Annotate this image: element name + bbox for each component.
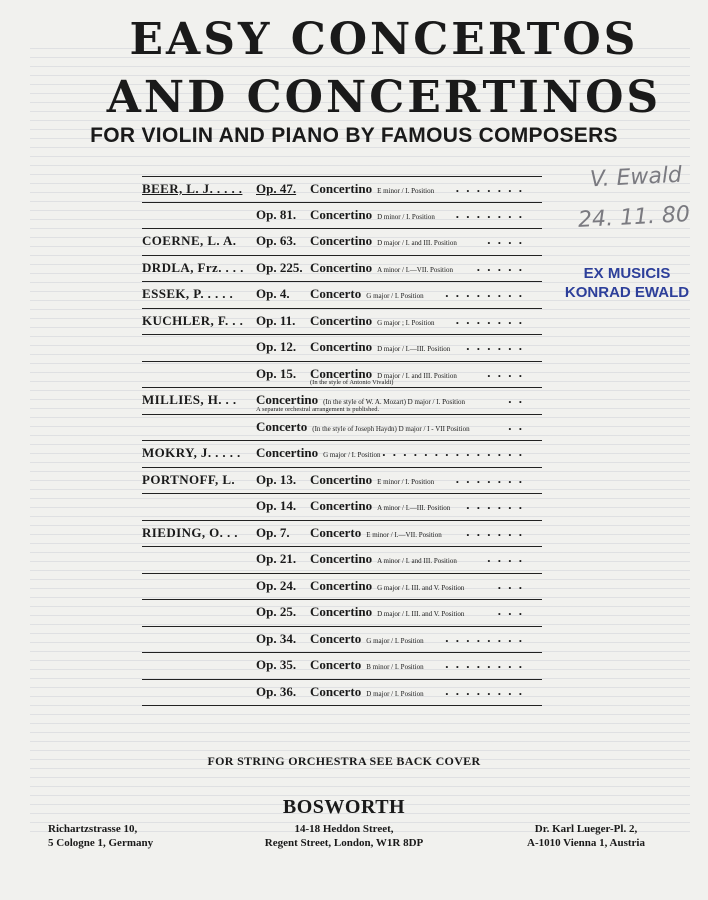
- leader-dots: . . . . . . . .: [445, 682, 524, 698]
- address-line: Regent Street, London, W1R 8DP: [264, 837, 424, 849]
- work-detail: A minor / I. and III. Position: [377, 557, 457, 565]
- opus-number: Op. 81.: [256, 206, 297, 222]
- work-title: Concertino D major / I.—III. Position: [310, 339, 451, 354]
- opus-number: Op. 11.: [256, 312, 296, 328]
- list-item: [142, 653, 542, 680]
- list-item: [142, 362, 542, 389]
- opus-number: Op. 36.: [256, 683, 297, 699]
- work-title: Concertino D major / I. III. and V. Position: [310, 604, 465, 619]
- work-title: Concertino D major / I. and III. Position: [310, 233, 457, 248]
- work-title: Concerto D major / I. Position: [310, 683, 424, 699]
- list-item: [142, 521, 542, 548]
- opus-number: Op. 63.: [256, 233, 297, 248]
- list-item: [142, 574, 542, 601]
- work-detail: (In the style of Joseph Haydn) D major / I - VII Position: [312, 424, 470, 433]
- style-note: (In the style of Antonio Vivaldi): [310, 378, 394, 386]
- list-item: [142, 627, 542, 654]
- composer-name: BEER, L. J. . . . .: [142, 181, 243, 196]
- list-item: [142, 415, 542, 442]
- list-item: [142, 282, 542, 309]
- leader-dots: . . . . . .: [466, 523, 524, 539]
- subtitle: FOR VIOLIN AND PIANO BY FAMOUS COMPOSERS: [90, 124, 618, 147]
- list-item: [142, 680, 542, 707]
- address-vienna: [520, 822, 652, 850]
- work-detail: G major / I. Position: [366, 292, 424, 300]
- address-line: Richartzstrasse 10,: [48, 823, 138, 835]
- work-detail: D major / I. Position: [366, 689, 424, 698]
- string-orchestra-note: FOR STRING ORCHESTRA SEE BACK COVER: [207, 754, 481, 768]
- stamp-line-1: EX MUSICIS: [583, 265, 671, 282]
- work-detail: G major / I. Position: [366, 636, 424, 645]
- opus-number: Op. 21.: [256, 551, 297, 566]
- list-item: [142, 335, 542, 362]
- opus-number: Op. 47.: [256, 181, 297, 196]
- work-detail: G major ; I. Position: [377, 318, 435, 327]
- leader-dots: . .: [508, 417, 524, 433]
- work-detail: E minor / I.—VII. Position: [366, 530, 442, 539]
- stamp-line-2: KONRAD EWALD: [564, 284, 690, 301]
- opus-number: Op. 12.: [256, 339, 297, 354]
- list-item: [142, 176, 542, 203]
- work-detail: G major / I. Position: [323, 451, 381, 459]
- leader-dots: . . . . . . . .: [445, 285, 524, 300]
- list-item: [142, 468, 542, 495]
- opus-number: Op. 225.: [256, 259, 303, 275]
- opus-number: Op. 13.: [256, 471, 297, 487]
- work-title: Concertino E minor / I. Position: [310, 181, 435, 196]
- leader-dots: . .: [508, 391, 524, 406]
- opus-number: Op. 24.: [256, 577, 297, 593]
- opus-number: Op. 34.: [256, 630, 297, 646]
- opus-number: Op. 4.: [256, 286, 290, 301]
- leader-dots: . . . . . . . . . . . . . .: [382, 444, 524, 459]
- work-detail: G major / I. III. and V. Position: [377, 583, 465, 592]
- title-line-1: EASY CONCERTOS: [129, 14, 639, 65]
- work-detail: E minor / I. Position: [377, 477, 435, 486]
- work-detail: D minor / I. Position: [377, 212, 435, 221]
- work-detail: A minor / I.—VII. Position: [377, 265, 453, 274]
- work-title: Concertino D major / I. and III. Position: [310, 365, 457, 381]
- work-title: Concerto G major / I. Position: [310, 286, 424, 301]
- work-detail: D major / I. and III. Position: [377, 239, 457, 247]
- opus-number: Op. 35.: [256, 657, 297, 672]
- list-item: [142, 388, 542, 415]
- work-title: Concertino G major / I. Position: [256, 445, 381, 460]
- work-detail: D major / I. and III. Position: [377, 371, 457, 380]
- composer-name: DRDLA, Frz. . . .: [142, 259, 244, 275]
- work-title: Concerto E minor / I.—VII. Position: [310, 524, 442, 540]
- work-title: Concertino A minor / I.—VII. Position: [310, 259, 453, 275]
- list-item: [142, 600, 542, 627]
- composer-name: MOKRY, J. . . . .: [142, 445, 241, 460]
- work-title: Concerto B minor / I. Position: [310, 657, 424, 672]
- handwritten-signature: V. Ewald: [589, 162, 683, 193]
- list-item: [142, 256, 542, 283]
- work-title: Concertino (In the style of W. A. Mozart) D major / I. Position: [256, 392, 466, 407]
- title-line-2: AND CONCERTINOS: [106, 72, 662, 123]
- opus-number: Op. 25.: [256, 604, 297, 619]
- work-title: Concertino G major / I. III. and V. Position: [310, 577, 465, 593]
- leader-dots: . . .: [497, 603, 524, 618]
- opus-number: Op. 15.: [256, 365, 297, 381]
- leader-dots: . . . .: [487, 550, 524, 565]
- handwritten-date: 24. 11. 80: [577, 202, 691, 233]
- composer-name: PORTNOFF, L.: [142, 471, 236, 487]
- leader-dots: . . . .: [487, 232, 524, 247]
- address-line: A-1010 Vienna 1, Austria: [527, 837, 645, 849]
- work-title: Concerto G major / I. Position: [310, 630, 424, 646]
- leader-dots: . . . . . . .: [455, 311, 524, 327]
- arrangement-note: A separate orchestral arrangement is published.: [256, 406, 380, 413]
- list-item: [142, 494, 542, 521]
- contents-list: [142, 176, 542, 706]
- address-line: 5 Cologne 1, Germany: [48, 837, 154, 849]
- work-title: Concertino G major ; I. Position: [310, 312, 435, 328]
- leader-dots: . . . . . . .: [455, 180, 524, 195]
- work-detail: (In the style of W. A. Mozart) D major / I. Position: [323, 398, 466, 406]
- work-title: Concerto (In the style of Joseph Haydn) D major / I - VII Position: [256, 418, 470, 434]
- leader-dots: . . . . . . . .: [445, 656, 524, 671]
- composer-name: COERNE, L. A.: [142, 233, 237, 248]
- leader-dots: . . . .: [487, 364, 524, 380]
- list-item: [142, 309, 542, 336]
- list-item: [142, 229, 542, 256]
- work-detail: D major / I. III. and V. Position: [377, 610, 465, 618]
- ownership-stamp: [552, 264, 702, 302]
- leader-dots: . . . . . .: [466, 338, 524, 353]
- publisher-name: BOSWORTH: [282, 796, 406, 818]
- leader-dots: . . . . . .: [466, 497, 524, 512]
- work-title: Concertino A minor / I. and III. Position: [310, 551, 457, 566]
- leader-dots: . . .: [497, 576, 524, 592]
- work-title: Concertino D minor / I. Position: [310, 206, 435, 222]
- work-detail: A minor / I.—III. Position: [377, 504, 451, 512]
- leader-dots: . . . . .: [476, 258, 524, 274]
- work-detail: B minor / I. Position: [366, 663, 424, 671]
- work-detail: D major / I.—III. Position: [377, 345, 451, 353]
- list-item: [142, 203, 542, 230]
- opus-number: Op. 14.: [256, 498, 297, 513]
- address-line: Dr. Karl Lueger-Pl. 2,: [534, 823, 638, 835]
- composer-name: RIEDING, O. . .: [142, 524, 238, 540]
- composer-name: KUCHLER, F. . .: [142, 312, 244, 328]
- leader-dots: . . . . . . .: [455, 205, 524, 221]
- work-title: Concertino A minor / I.—III. Position: [310, 498, 451, 513]
- list-item: [142, 441, 542, 468]
- address-line: 14-18 Heddon Street,: [294, 823, 394, 835]
- composer-name: MILLIES, H. . .: [142, 392, 237, 407]
- leader-dots: . . . . . . .: [455, 470, 524, 486]
- work-title: Concertino E minor / I. Position: [310, 471, 435, 487]
- list-item: [142, 547, 542, 574]
- work-detail: E minor / I. Position: [377, 187, 435, 195]
- opus-number: Op. 7.: [256, 524, 290, 540]
- composer-name: ESSEK, P. . . . .: [142, 286, 234, 301]
- leader-dots: . . . . . . . .: [445, 629, 524, 645]
